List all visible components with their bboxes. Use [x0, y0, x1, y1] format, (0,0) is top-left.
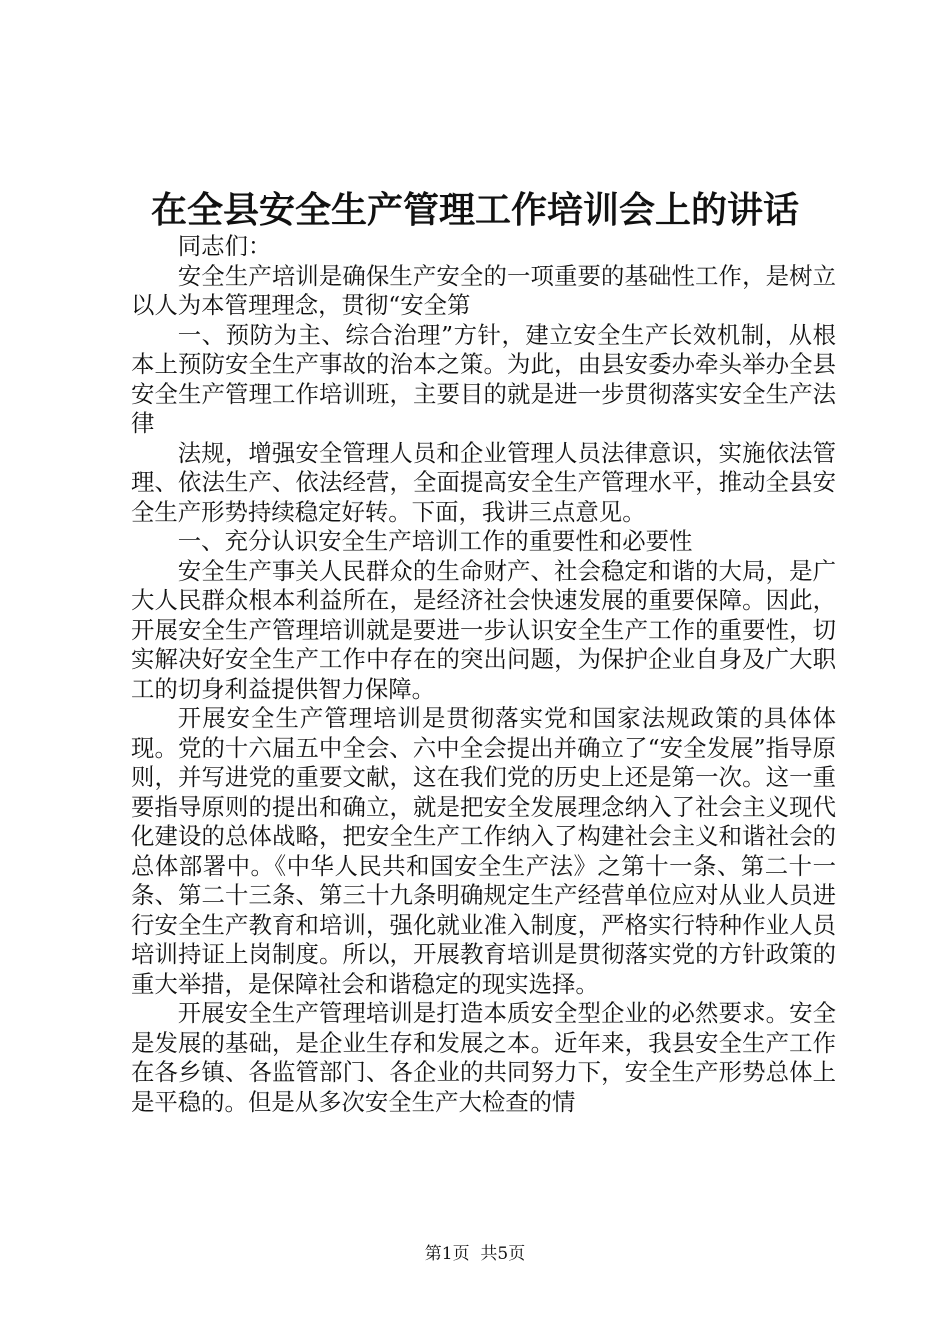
page-number-footer: 第1页 共5页 — [424, 1244, 526, 1264]
paragraph: 安全生产培训是确保生产安全的一项重要的基础性工作，是树立以人为本管理理念，贯彻“安全第 — [131, 261, 836, 319]
document-title: 在全县安全生产管理工作培训会上的讲话 — [150, 189, 799, 231]
document-body — [131, 232, 836, 1117]
salutation: 同志们： — [177, 232, 272, 260]
paragraph: 开展安全生产管理培训是贯彻落实党和国家法规政策的具体体现。党的十六届五中全会、六中全会提出并确立了“安全发展”指导原则，并写进党的重要文献，这在我们党的历史上还是第一次。这一重要指导原则的提出和确立，就是把安全发展理念纳入了社会主义现代化建设的总体战略，把安全生产工作纳入了构建社会主义和谐社会的总体部署中。《中华人民共和国安全生产法》之第十一条、第二十一条、第二十三条、第三十九条明确规定生产经营单位应对从业人员进行安全生产教育和培训，强化就业准入制度，严格实行特种作业人员培训持证上岗制度。所以，开展教育培训是贯彻落实党的方针政策的重大举措，是保障社会和谐稳定的现实选择。 — [131, 704, 836, 998]
paragraph: 开展安全生产管理培训是打造本质安全型企业的必然要求。安全是发展的基础，是企业生存和发展之本。近年来，我县安全生产工作在各乡镇、各监管部门、各企业的共同努力下，安全生产形势总体上是平稳的。但是从多次安全生产大检查的情 — [131, 999, 836, 1116]
paragraph: 安全生产事关人民群众的生命财产、社会稳定和谐的大局，是广大人民群众根本利益所在，是经济社会快速发展的重要保障。因此，开展安全生产管理培训就是要进一步认识安全生产工作的重要性，切实解决好安全生产工作中存在的突出问题，为保护企业自身及广大职工的切身利益提供智力保障。 — [131, 556, 836, 703]
paragraph: 法规，增强安全管理人员和企业管理人员法律意识，实施依法管理、依法生产、依法经营，全面提高安全生产管理水平，推动全县安全生产形势持续稳定好转。下面，我讲三点意见。 — [131, 438, 836, 526]
paragraph: 一、预防为主、综合治理”方针，建立安全生产长效机制，从根本上预防安全生产事故的治本之策。为此，由县安委办牵头举办全县安全生产管理工作培训班，主要目的就是进一步贯彻落实安全生产法律 — [131, 320, 836, 437]
section-heading: 一、充分认识安全生产培训工作的重要性和必要性 — [177, 527, 693, 555]
